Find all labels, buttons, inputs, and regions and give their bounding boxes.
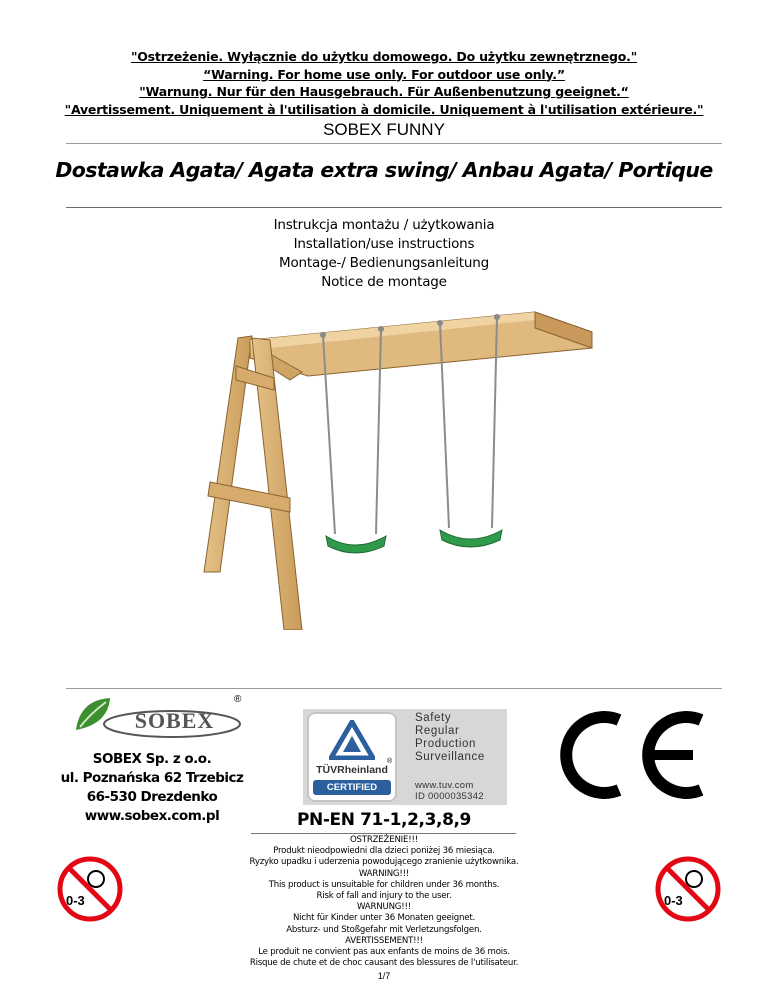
tuv-line: Regular bbox=[415, 725, 460, 737]
warning-pl: "Ostrzeżenie. Wyłącznie do użytku domowego. Do użytku zewnętrznego." bbox=[130, 49, 638, 64]
company-street: ul. Poznańska 62 Trzebicz bbox=[60, 770, 244, 786]
divider bbox=[66, 143, 722, 144]
tuv-line: Surveillance bbox=[415, 751, 485, 763]
warning-line: Risk of fall and injury to the user. bbox=[316, 891, 452, 902]
swing-set-illustration bbox=[190, 310, 600, 630]
tuv-id bbox=[415, 780, 484, 802]
instruction-pl: Instrukcja montażu / użytkowania bbox=[273, 217, 495, 233]
logo-text: SOBEX bbox=[134, 708, 215, 733]
child-safety-warnings bbox=[0, 835, 768, 969]
warning-line: Produkt nieodpowiedni dla dzieci poniżej 36 miesiąca. bbox=[273, 846, 495, 857]
warning-line: Nicht für Kinder unter 36 Monaten geeignet. bbox=[292, 913, 476, 924]
ce-mark bbox=[553, 706, 713, 804]
warning-line: Absturz- und Stoßgefahr mit Verletzungsfolgen. bbox=[286, 924, 482, 935]
tuv-url: www.tuv.com bbox=[415, 780, 474, 791]
company-name: SOBEX Sp. z o.o. bbox=[92, 751, 212, 767]
warning-line: OSTRZEŻENIE!!! bbox=[349, 835, 418, 845]
tuv-description bbox=[415, 712, 485, 764]
tuv-brand: TÜVRheinland bbox=[316, 764, 388, 776]
top-warnings bbox=[0, 48, 768, 118]
warning-line: Ryzyko upadku i uderzenia powodującego zranienie użytkownika. bbox=[249, 857, 519, 868]
warning-fr: "Avertissement. Uniquement à l'utilisation à domicile. Uniquement à l'utilisation extérieure." bbox=[64, 101, 704, 117]
tuv-triangle-icon bbox=[329, 720, 375, 760]
warning-en: “Warning. For home use only. For outdoor use only.” bbox=[203, 66, 565, 82]
divider bbox=[66, 688, 722, 689]
divider bbox=[66, 207, 722, 208]
registered-mark: ® bbox=[234, 694, 242, 705]
age-label: 0-3 bbox=[66, 893, 85, 908]
warning-line: WARNING!!! bbox=[358, 868, 410, 879]
sobex-logo bbox=[72, 694, 247, 740]
page-number: 1/7 bbox=[377, 971, 391, 981]
instruction-fr: Notice de montage bbox=[321, 274, 447, 290]
model-name: SOBEX FUNNY bbox=[323, 120, 445, 139]
warning-line: This product is unsuitable for children under 36 months. bbox=[268, 879, 500, 890]
warning-de: "Warnung. Nur für den Hausgebrauch. Für Außenbenutzung geeignet.“ bbox=[139, 84, 629, 99]
warning-line: WARNUNG!!! bbox=[356, 902, 412, 913]
tuv-line: Safety bbox=[415, 712, 452, 724]
company-city: 66-530 Drezdenko bbox=[86, 789, 218, 805]
age-label: 0-3 bbox=[664, 893, 683, 908]
tuv-line: Production bbox=[415, 738, 476, 750]
company-website: www.sobex.com.pl bbox=[84, 808, 220, 824]
document-title: Dostawka Agata/ Agata extra swing/ Anbau Agata/ Portique bbox=[55, 158, 713, 182]
certified-badge: CERTIFIED bbox=[313, 780, 391, 795]
instruction-en: Installation/use instructions bbox=[293, 236, 475, 252]
warning-line: AVERTISSEMENT!!! bbox=[345, 935, 423, 946]
warning-line: Risque de chute et de choc causant des blessures de l'utilisateur. bbox=[249, 958, 519, 969]
instruction-de: Montage-/ Bedienungsanleitung bbox=[279, 255, 489, 271]
swing-seat bbox=[440, 530, 502, 547]
divider bbox=[251, 833, 516, 834]
warning-line: Le produit ne convient pas aux enfants de moins de 36 mois. bbox=[258, 947, 510, 958]
tuv-registered: ® bbox=[387, 758, 393, 765]
tuv-badge bbox=[307, 712, 397, 802]
standard-norm: PN-EN 71-1,2,3,8,9 bbox=[297, 810, 471, 830]
tuv-id-number: ID 0000035342 bbox=[415, 791, 484, 802]
swing-seat bbox=[326, 536, 386, 553]
instruction-titles bbox=[0, 216, 768, 292]
